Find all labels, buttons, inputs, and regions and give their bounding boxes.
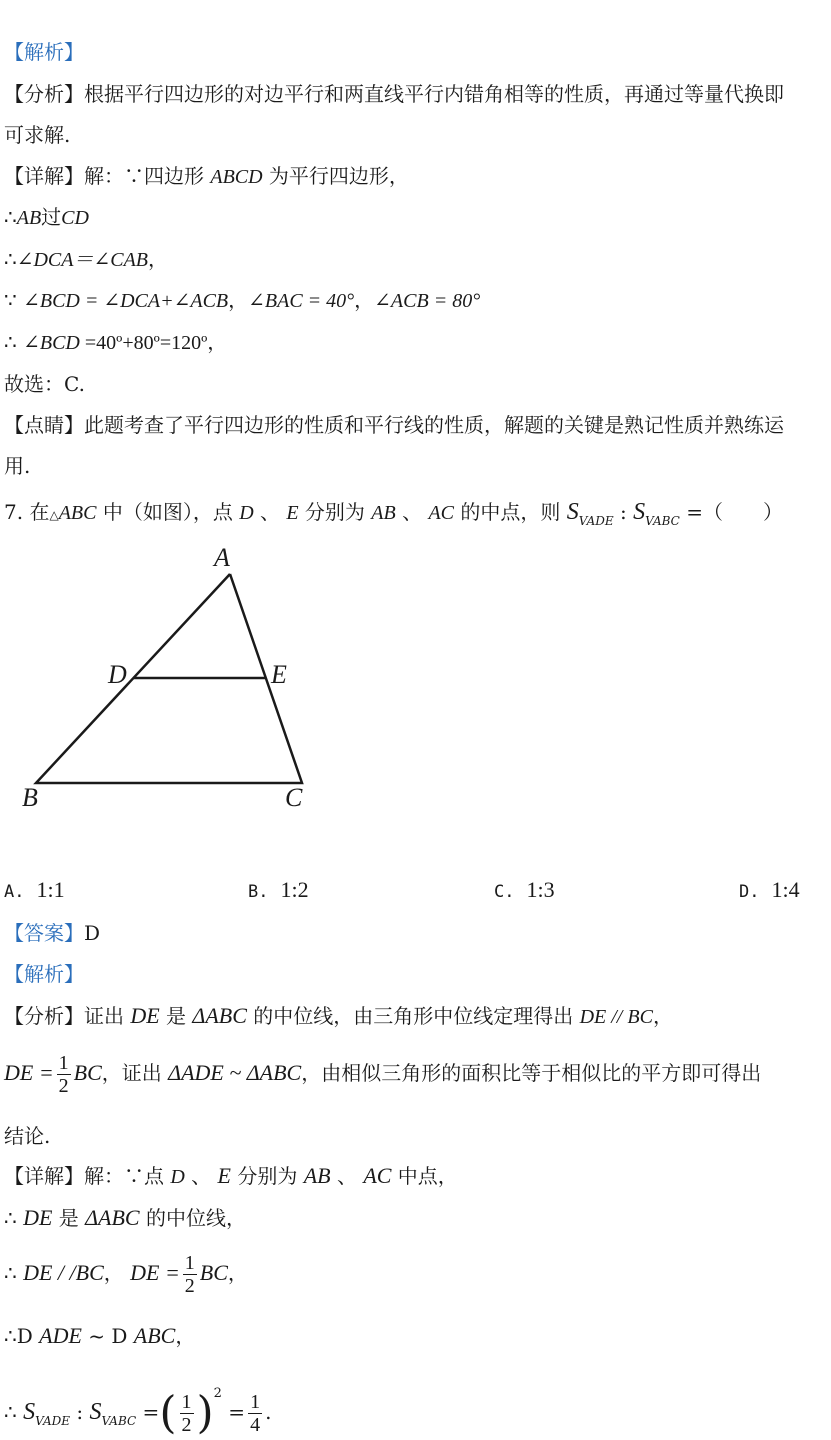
detail2-line-1 (4, 1162, 458, 1191)
therefore: ∴ (4, 1206, 24, 1230)
denominator: 2 (58, 1075, 69, 1097)
math: ∠BCD (23, 332, 80, 354)
math: = (221, 1400, 246, 1424)
math: DE = (4, 1060, 54, 1085)
denominator: 4 (250, 1414, 261, 1436)
numerator: 1 (184, 1252, 195, 1274)
text: 、 (395, 500, 429, 524)
detail2-line-4 (4, 1322, 195, 1350)
answer-line (4, 919, 100, 947)
label-A: A (214, 543, 230, 572)
math: AB (16, 207, 42, 229)
math: =40º+80º=120º， (79, 332, 228, 354)
text: 、 (330, 1164, 364, 1188)
text: 的中点，则 (454, 500, 567, 524)
math: ΔADE ~ ΔABC (168, 1060, 302, 1085)
label-D: D (108, 660, 127, 689)
because: ∵ (4, 288, 24, 312)
label-B: B (22, 783, 38, 812)
text: 【详解】解：∵点 (4, 1164, 171, 1188)
math: D (170, 1166, 185, 1188)
exponent: 2 (213, 1386, 222, 1401)
text: 【分析】证出 (4, 1004, 131, 1028)
math: AC (428, 502, 455, 524)
analysis2-line-3: 结论. (4, 1124, 51, 1148)
detail-line-5 (4, 328, 227, 357)
triangle-figure (0, 540, 340, 820)
text: 过 (41, 205, 62, 229)
right-paren: ) (196, 1387, 214, 1439)
math: E (286, 502, 299, 524)
math-sub: VADE (578, 514, 614, 528)
analysis-heading-2: 【解析】 (4, 962, 84, 986)
numerator: 1 (250, 1391, 261, 1413)
text: ，证出 (101, 1061, 169, 1085)
text: 分别为 (230, 1164, 304, 1188)
math: ADE (39, 1323, 82, 1348)
text: ， (354, 288, 375, 312)
math: DE (130, 1003, 160, 1028)
text: 为平行四边形， (262, 164, 409, 188)
text: =（ ） (679, 500, 783, 524)
math: ~ D (81, 1324, 134, 1348)
math: S (566, 499, 579, 525)
therefore: ∴ (4, 330, 24, 354)
text: ，由相似三角形的面积比等于相似比的平方即可得出 (301, 1061, 762, 1085)
choice-line: 故选：C. (4, 372, 85, 396)
left-paren: ( (159, 1387, 177, 1439)
math: ΔABC (85, 1205, 140, 1230)
triangle-symbol: △ (49, 508, 59, 522)
detail-line-1 (4, 162, 409, 191)
text: ， (228, 288, 249, 312)
math-sub: VABC (645, 514, 680, 528)
option-value: 1:1 (36, 877, 65, 902)
math: DE / /BC (23, 1260, 104, 1285)
option-a (4, 876, 65, 906)
option-d (739, 876, 800, 906)
fraction-half (183, 1252, 197, 1297)
math: S (89, 1399, 102, 1425)
text: 的中位线， (139, 1206, 246, 1230)
text: 7. 在 (4, 500, 50, 524)
text: 中（如图），点 (96, 500, 240, 524)
math: AB (303, 1163, 331, 1188)
therefore: ∴ (4, 205, 17, 229)
fraction-half (180, 1391, 194, 1436)
numerator: 1 (181, 1391, 192, 1413)
therefore: ∴D (4, 1324, 40, 1348)
detail2-line-2 (4, 1204, 246, 1232)
math-sub: VADE (35, 1414, 70, 1428)
text: 【详解】解：∵四边形 (4, 164, 211, 188)
detail2-line-5 (4, 1380, 272, 1439)
math: : (70, 1400, 90, 1424)
math: DE = (130, 1260, 180, 1285)
math: D (239, 502, 254, 524)
option-c (494, 876, 555, 906)
detail2-line-3 (4, 1252, 248, 1297)
math: ∠DCA＝∠CAB (16, 249, 149, 271)
label-E: E (271, 660, 287, 689)
option-value: 1:2 (280, 877, 309, 902)
math: BC (199, 1260, 228, 1285)
math: ΔABC (192, 1003, 247, 1028)
comment-text: 【点睛】此题考查了平行四边形的性质和平行线的性质，解题的关键是熟记性质并熟练运 (4, 413, 784, 437)
math: DE // BC (579, 1006, 653, 1028)
text: 是 (52, 1206, 86, 1230)
analysis-text: 【分析】根据平行四边形的对边平行和两直线平行内错角相等的性质，再通过等量代换即 (4, 82, 784, 106)
math: ABC (133, 1323, 176, 1348)
answer-value: D (84, 921, 101, 945)
answer-tag: 【答案】 (4, 921, 84, 945)
text: 的中位线，由三角形中位线定理得出 (246, 1004, 580, 1028)
math: S (23, 1399, 36, 1425)
comment-text-cont: 用. (4, 454, 31, 478)
analysis-heading: 【解析】 (4, 40, 84, 64)
text: ， (148, 247, 169, 271)
option-b (248, 876, 309, 906)
option-value: 1:3 (526, 877, 555, 902)
denominator: 2 (184, 1275, 195, 1297)
denominator: 2 (181, 1414, 192, 1436)
text: ， (103, 1261, 131, 1285)
math: BC (73, 1060, 102, 1085)
math: AC (363, 1163, 392, 1188)
detail-line-3 (4, 245, 168, 274)
math: ABC (58, 502, 97, 524)
text: ， (652, 1004, 673, 1028)
option-label: A. (4, 882, 25, 902)
therefore: ∴ (4, 1400, 24, 1424)
text: ， (227, 1261, 248, 1285)
text: 分别为 (298, 500, 372, 524)
question-7 (4, 498, 783, 535)
math: ABCD (210, 166, 263, 188)
option-value: 1:4 (771, 877, 800, 902)
math: AB (371, 502, 396, 524)
option-label: D. (739, 882, 760, 902)
math: : (613, 500, 634, 524)
fraction-half (57, 1052, 71, 1097)
math: E (217, 1163, 231, 1188)
math-sub: VABC (101, 1414, 137, 1428)
math: DE (23, 1205, 53, 1230)
math: ∠ACB = 80° (374, 290, 481, 312)
text: ， (175, 1324, 196, 1348)
math: S (633, 499, 646, 525)
option-label: C. (494, 882, 515, 902)
math: = (136, 1400, 160, 1424)
text: 、 (184, 1164, 218, 1188)
detail-line-4 (4, 286, 480, 315)
analysis2-line-1 (4, 1002, 673, 1031)
numerator: 1 (58, 1052, 69, 1074)
label-C: C (285, 783, 303, 812)
text: 是 (159, 1004, 193, 1028)
option-label: B. (248, 882, 269, 902)
fraction-quarter (248, 1391, 262, 1436)
math: CD (61, 207, 89, 229)
text: 、 (253, 500, 287, 524)
math: ∠BCD = ∠DCA+∠ACB (23, 290, 229, 312)
detail-line-2 (4, 203, 89, 232)
analysis-text-cont: 可求解. (4, 123, 71, 147)
therefore: ∴ (4, 1261, 24, 1285)
therefore: ∴ (4, 247, 17, 271)
text: 中点， (391, 1164, 458, 1188)
text: . (265, 1400, 272, 1424)
math: ∠BAC = 40° (248, 290, 355, 312)
analysis2-line-2 (4, 1052, 761, 1097)
